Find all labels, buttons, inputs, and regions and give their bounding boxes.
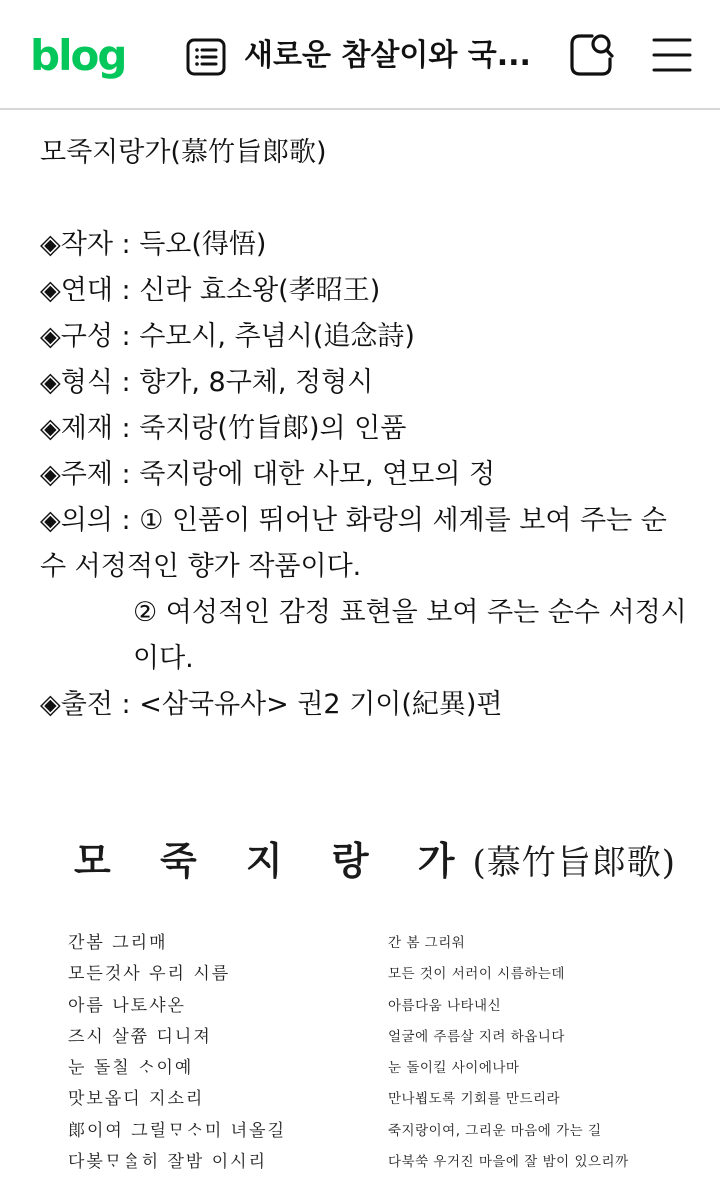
poem-original-line: 즈시 살쯈 디니져 <box>68 1026 212 1047</box>
poem-image <box>60 820 680 1190</box>
poem-modern-line: 눈 돌이킬 사이에나마 <box>388 1060 520 1077</box>
poem-image-title <box>74 830 676 885</box>
poem-modern-line: 다북쑥 우거진 마을에 잘 밤이 있으리까 <box>388 1154 629 1171</box>
poem-modern-line: 간 봄 그리워 <box>388 935 466 951</box>
poem-original-line: 모든것사 우리 시름 <box>68 964 231 985</box>
search-icon[interactable] <box>568 31 616 79</box>
info-significance-1: ◈의의 : ① 인품이 뛰어난 화랑의 세계를 보여 주는 순수 서정적인 향가 작품이다. <box>40 505 667 582</box>
info-subject: ◈제재 : 죽지랑(竹旨郞)의 인품 <box>40 413 407 444</box>
post-body <box>40 130 688 728</box>
poem-modern-line: 아름다움 나타내신 <box>388 997 502 1014</box>
poem-title-hanja: (慕竹旨郞歌) <box>472 843 676 883</box>
poem-modern-line: 얼굴에 주름살 지려 하옵니다 <box>388 1028 565 1045</box>
poem-original-line: 다봊ᄆᆞᅀᆞᆯ히 잘밤 이시리 <box>68 1152 268 1173</box>
post-heading: 모죽지랑가(慕竹旨郞歌) <box>40 137 327 168</box>
top-bar <box>0 0 720 110</box>
poem-modern-line: 모든 것이 서러이 시름하는데 <box>388 966 565 983</box>
poem-modern-line: 죽지랑이여, 그리운 마음에 가는 길 <box>388 1122 602 1139</box>
poem-original-column <box>68 928 368 1178</box>
info-significance-2: ② 여성적인 감정 표현을 보여 주는 순수 서정시이다. <box>133 597 687 674</box>
info-form: ◈형식 : 향가, 8구체, 정형시 <box>40 367 374 398</box>
poem-modern-column <box>388 928 678 1178</box>
info-theme: ◈주제 : 죽지랑에 대한 사모, 연모의 정 <box>40 459 496 490</box>
poem-original-line: 아름 나토샤온 <box>68 995 186 1016</box>
poem-original-line: 郞이여 그릴ᄆᆞᄉᆞ미 녀올길 <box>68 1120 287 1141</box>
poem-modern-line: 만나뵙도록 기회를 만드리라 <box>388 1091 561 1108</box>
blog-logo[interactable]: blog <box>30 31 126 80</box>
poem-original-line: 눈 돌칠 ᄉᆞ이예 <box>68 1058 194 1079</box>
info-era: ◈연대 : 신라 효소왕(孝昭王) <box>40 275 381 306</box>
menu-icon[interactable] <box>652 36 692 74</box>
poem-title-hangul: 모 죽 지 랑 가 <box>74 838 473 883</box>
post-title[interactable]: 새로운 참살이와 국... <box>244 38 531 73</box>
poem-original-line: 간봄 그리매 <box>68 933 168 953</box>
info-composition: ◈구성 : 수모시, 추념시(追念詩) <box>40 321 415 352</box>
list-icon[interactable] <box>186 37 226 77</box>
info-source: ◈출전 : <삼국유사> 권2 기이(紀異)편 <box>40 689 503 720</box>
info-author: ◈작자 : 득오(得悟) <box>40 229 267 260</box>
poem-original-line: 맛보옵디 지소리 <box>68 1089 205 1110</box>
